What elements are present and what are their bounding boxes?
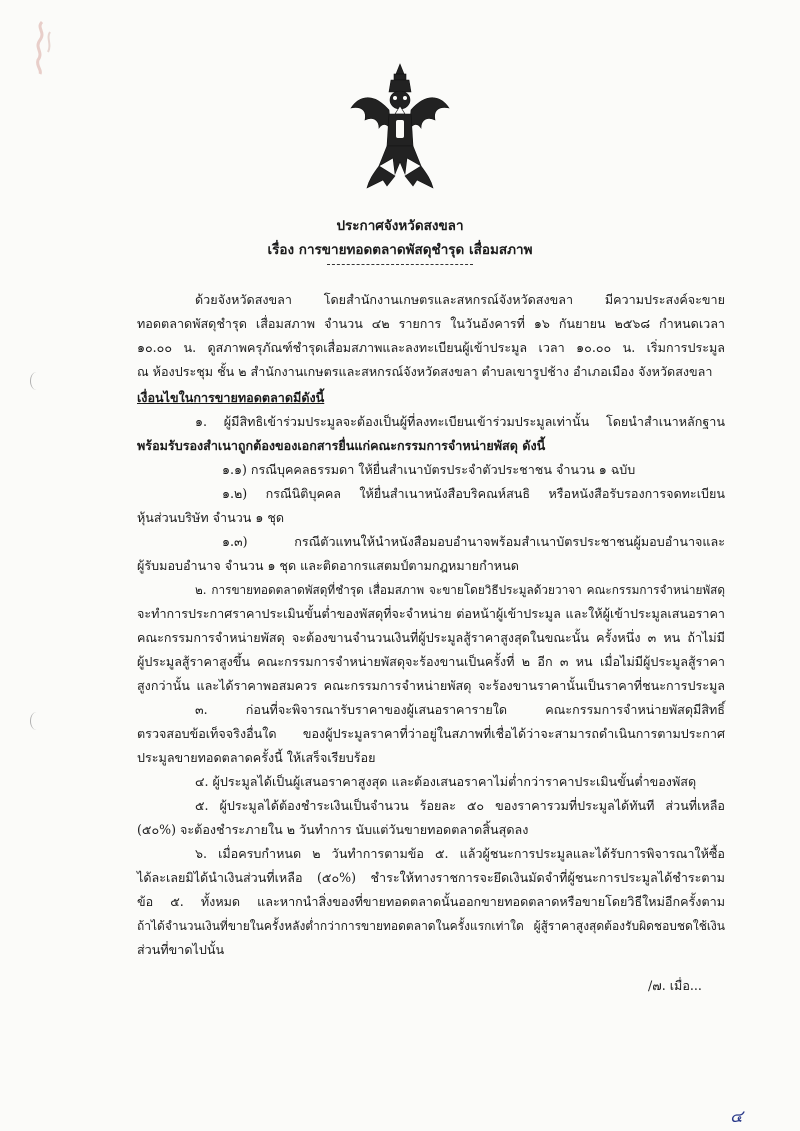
intro-line: ๑๐.๐๐ น. ดูสภาพครุภัณฑ์ชำรุดเสื่อมสภาพและลงทะเบียนผู้เข้าประมูล เวลา ๑๐.๐๐ น. เริ่มการประมูล [137,340,725,355]
condition-line: ๒. การขายทอดตลาดพัสดุที่ชำรุด เสื่อมสภาพ จะขายโดยวิธีประมูลด้วยวาจา คณะกรรมการจำหน่ายพัสดุ [195,583,725,597]
garuda-emblem-icon [349,62,451,190]
title-separator [327,264,473,265]
condition-line: พร้อมรับรองสำเนาถูกต้องของเอกสารยื่นแก่คณะกรรมการจำหน่ายพัสดุ ดังนี้ [137,438,546,453]
condition-line: จะทำการประกาศราคาประเมินขั้นต่ำของพัสดุที่จะจำหน่าย ต่อหน้าผู้เข้าประมูล และให้ผู้เข้าประมูลเสนอราคา [137,606,725,621]
condition-line: ประมูลขายทอดตลาดครั้งนี้ ให้เสร็จเรียบร้อย [137,750,376,765]
continuation-marker: /๗. เมื่อ... [648,978,702,993]
condition-line: ๔. ผู้ประมูลได้เป็นผู้เสนอราคาสูงสุด และต้องเสนอราคาไม่ต่ำกว่าราคาประเมินขั้นต่ำของพัสดุ [195,774,697,789]
condition-line: คณะกรรมการจำหน่ายพัสดุ จะต้องขานจำนวนเงินที่ผู้ประมูลสู้ราคาสูงสุดในขณะนั้น ครั้งหนึ่ง ๓ หน ถ้าไม่มี [137,630,725,645]
condition-line: ข้อ ๕. ทั้งหมด และหากนำสิ่งของที่ขายทอดตลาดนั้นออกขายทอดตลาดหรือขายโดยวิธีใหม่อีกครั้งตาม [137,894,725,909]
condition-line: ตรวจสอบข้อเท็จจริงอื่นใด ของผู้ประมูลราคาที่ว่าอยู่ในสภาพที่เชื่อได้ว่าจะสามารถดำเนินการตามประกาศ [137,726,725,741]
conditions-heading: เงื่อนไขในการขายทอดตลาดมีดังนี้ [137,390,325,405]
condition-line: ๑.๑) กรณีบุคคลธรรมดา ให้ยื่นสำเนาบัตรประจำตัวประชาชน จำนวน ๑ ฉบับ [222,462,636,477]
intro-line: ด้วยจังหวัดสงขลา โดยสำนักงานเกษตรและสหกรณ์จังหวัดสงขลา มีความประสงค์จะขาย [195,292,725,307]
condition-line: ๑.๒) กรณีนิติบุคคล ให้ยื่นสำเนาหนังสือบริคณห์สนธิ หรือหนังสือรับรองการจดทะเบียน [222,486,725,501]
condition-line: ผู้ประมูลสู้ราคาสูงขึ้น คณะกรรมการจำหน่ายพัสดุจะร้องขานเป็นครั้งที่ ๒ อีก ๓ หน เมื่อไม่มีผู้ประมูลสู้ราคา [137,654,725,669]
document-subject: เรื่อง การขายทอดตลาดพัสดุชำรุด เสื่อมสภาพ [267,242,533,258]
condition-line: ๕. ผู้ประมูลได้ต้องชำระเงินเป็นจำนวน ร้อยละ ๕๐ ของราคารวมที่ประมูลได้ทันที ส่วนที่เหลือ [195,798,725,813]
condition-line: หุ้นส่วนบริษัท จำนวน ๑ ชุด [137,510,285,525]
condition-line: ส่วนที่ขาดไปนั้น [137,942,225,957]
condition-line: ๑.๓) กรณีตัวแทนให้นำหนังสือมอบอำนาจพร้อมสำเนาบัตรประชาชนผู้มอบอำนาจและ [222,534,725,549]
condition-line: ๖. เมื่อครบกำหนด ๒ วันทำการตามข้อ ๕. แล้วผู้ชนะการประมูลและได้รับการพิจารณาให้ซื้อ [195,846,725,861]
punch-hole-top [30,372,43,390]
condition-line: ถ้าได้จำนวนเงินที่ขายในครั้งหลังต่ำกว่าการขายทอดตลาดในครั้งแรกเท่าใด ผู้สู้ราคาสูงสุดต้องรับผิดชอบชดใช้เงิน [137,919,725,933]
punch-hole-bottom [30,712,43,730]
condition-line: ๓. ก่อนที่จะพิจารณารับราคาของผู้เสนอราคารายใด คณะกรรมการจำหน่ายพัสดุมีสิทธิ์ [195,702,725,717]
condition-line: สูงกว่านั้น และได้ราคาพอสมควร คณะกรรมการจำหน่ายพัสดุ จะร้องขานราคานั้นเป็นราคาที่ชนะการประมูล [137,678,725,693]
intro-line: ทอดตลาดพัสดุชำรุด เสื่อมสภาพ จำนวน ๔๒ รายการ ในวันอังคารที่ ๑๖ กันยายน ๒๕๖๘ กำหนดเวลา [137,316,725,331]
intro-line: ณ ห้องประชุม ชั้น ๒ สำนักงานเกษตรและสหกรณ์จังหวัดสงขลา ตำบลเขารูปช้าง อำเภอเมือง จังหวัดสงขลา [137,364,713,379]
condition-line: ๑. ผู้มีสิทธิเข้าร่วมประมูลจะต้องเป็นผู้ที่ลงทะเบียนเข้าร่วมประมูลเท่านั้น โดยนำสำเนาหลักฐาน [195,414,725,429]
ink-stain-icon [28,18,60,76]
condition-line: ได้ละเลยมิได้นำเงินส่วนที่เหลือ (๕๐%) ชำระให้ทางราชการจะยึดเงินมัดจำที่ผู้ชนะการประมูลได้ชำระตาม [137,870,725,885]
condition-line: ผู้รับมอบอำนาจ จำนวน ๑ ชุด และติดอากรแสตมป์ตามกฎหมายกำหนด [137,558,519,573]
handwritten-page-number: ๔ [730,1107,743,1127]
condition-line: (๕๐%) จะต้องชำระภายใน ๒ วันทำการ นับแต่วันขายทอดตลาดสิ้นสุดลง [137,822,529,837]
document-title: ประกาศจังหวัดสงขลา [336,218,464,234]
